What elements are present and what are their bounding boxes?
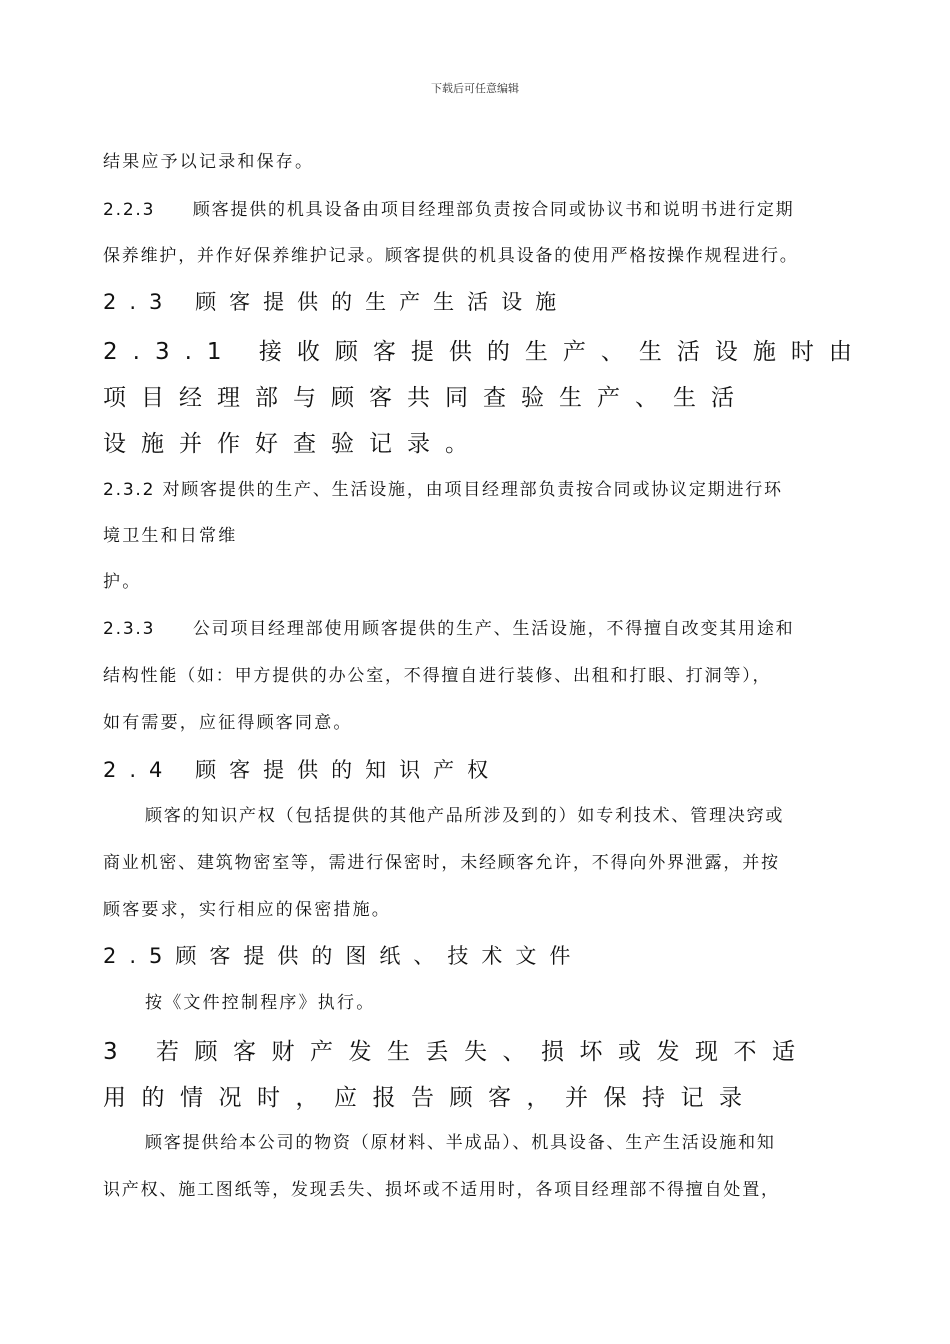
section-heading: 2.3 顾客提供的生产生活设施	[103, 290, 570, 314]
paragraph-line: 结果应予以记录和保存。	[103, 152, 315, 172]
paragraph-line: 顾客提供给本公司的物资（原材料、半成品）、机具设备、生产生活设施和知	[145, 1133, 776, 1153]
paragraph-line: 境卫生和日常维	[103, 526, 238, 546]
paragraph-line: 2.3.2 对顾客提供的生产、生活设施，由项目经理部负责按合同或协议定期进行环	[103, 480, 783, 500]
subsection-heading-line: 项目经理部与顾客共同查验生产、生活	[103, 385, 749, 411]
paragraph-line: 识产权、施工图纸等，发现丢失、损坏或不适用时，各项目经理部不得擅自处置，	[103, 1180, 780, 1200]
chapter-heading-line: 3 若顾客财产发生丢失、损坏或发现不适	[103, 1039, 811, 1065]
paragraph-line: 如有需要，应征得顾客同意。	[103, 713, 353, 733]
section-heading: 2.5顾客提供的图纸、技术文件	[103, 944, 584, 968]
paragraph-line: 2.3.3 公司项目经理部使用顾客提供的生产、生活设施，不得擅自改变其用途和	[103, 619, 795, 639]
subsection-heading-line: 2.3.1 接收顾客提供的生产、生活设施时由	[103, 339, 867, 365]
paragraph-line: 按《文件控制程序》执行。	[145, 993, 376, 1013]
paragraph-line: 商业机密、建筑物密室等，需进行保密时，未经顾客允许，不得向外界泄露，并按	[103, 853, 780, 873]
paragraph-line: 2.2.3 顾客提供的机具设备由项目经理部负责按合同或协议书和说明书进行定期	[103, 200, 795, 220]
chapter-heading-line: 用的情况时，应报告顾客，并保持记录	[103, 1085, 758, 1111]
paragraph-line: 护。	[103, 572, 142, 592]
section-heading: 2.4 顾客提供的知识产权	[103, 758, 502, 782]
paragraph-line: 结构性能（如：甲方提供的办公室，不得擅自进行装修、出租和打眼、打洞等），	[103, 666, 772, 686]
subsection-heading-line: 设施并作好查验记录。	[103, 431, 483, 457]
page-header-note: 下载后可任意编辑	[431, 82, 519, 95]
paragraph-line: 顾客要求，实行相应的保密措施。	[103, 900, 391, 920]
paragraph-line: 顾客的知识产权（包括提供的其他产品所涉及到的）如专利技术、管理决窍或	[145, 806, 785, 826]
paragraph-line: 保养维护，并作好保养维护记录。顾客提供的机具设备的使用严格按操作规程进行。	[103, 246, 799, 266]
